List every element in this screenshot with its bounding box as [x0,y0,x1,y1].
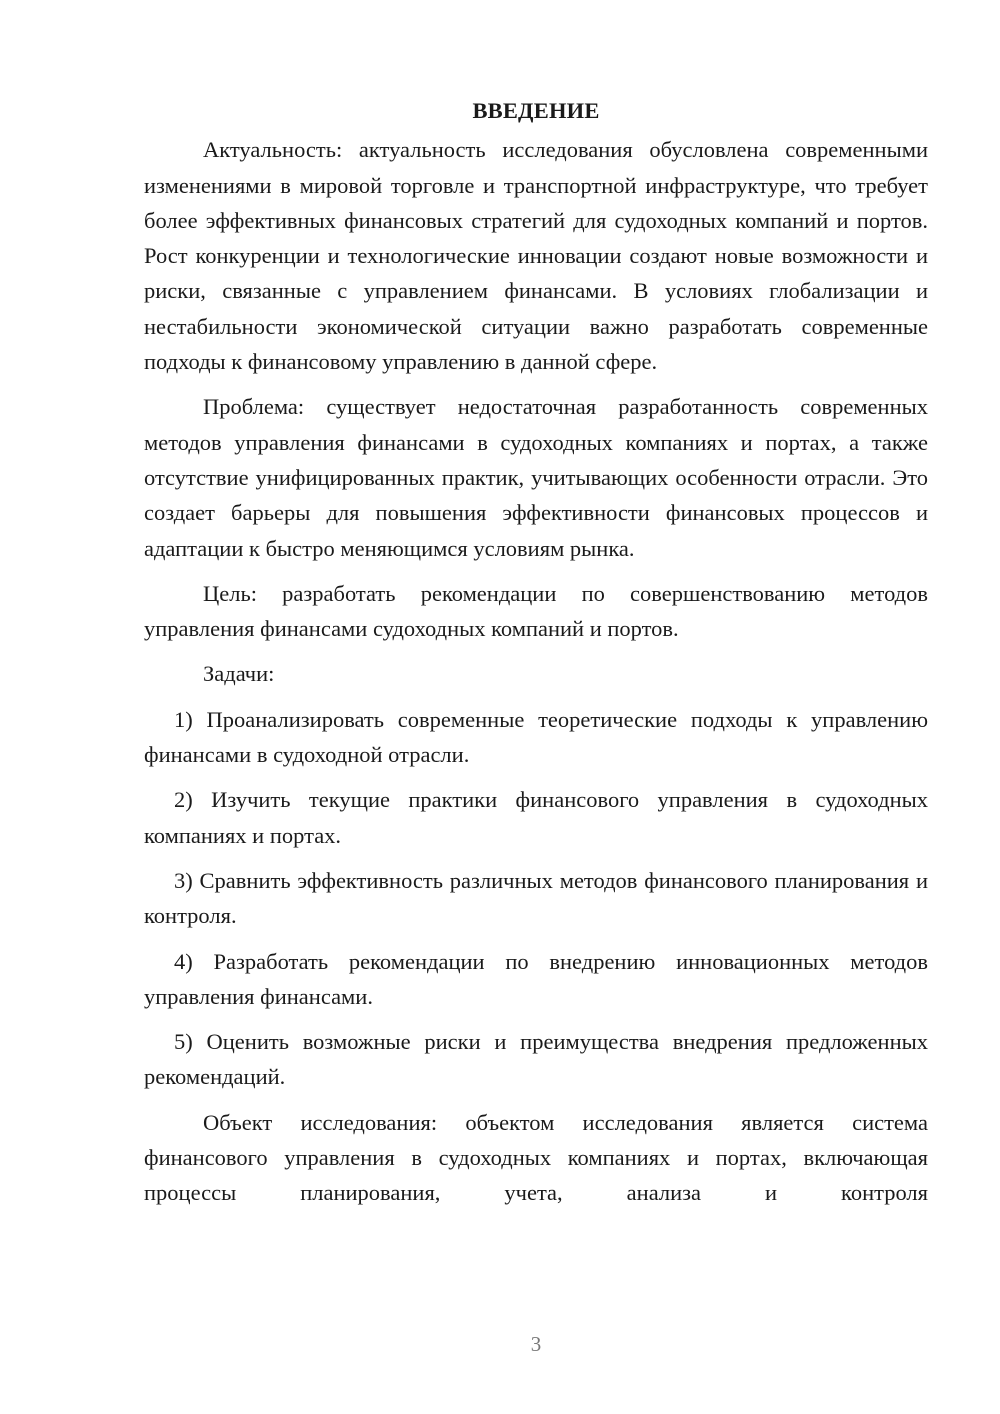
tasks-heading: Задачи: [203,661,275,687]
page-number: 3 [530,1332,542,1356]
paragraph-goal: Цель: разработать рекомендации по совершенствованию методов управления финансами судоходных компаний и портов. [144,580,928,642]
task-item-4: 4) Разработать рекомендации по внедрению инновационных методов управления финансами. [144,948,928,1009]
task-item-5: 5) Оценить возможные риски и преимущества внедрения предложенных рекомендаций. [144,1029,928,1090]
task-item-1: 1) Проанализировать современные теоретические подходы к управлению финансами в судоходной отрасли. [144,706,928,768]
page-content [144,93,928,1211]
task-item-2: 2) Изучить текущие практики финансового управления в судоходных компаниях и портах. [144,787,928,848]
section-title: ВВЕДЕНИЕ [472,98,600,123]
paragraph-relevance: Актуальность: актуальность исследования обусловлена современными изменениями в мировой торговле и транспортной инфраструктуре, что требует более эффективных финансовых стратегий для судоходных компаний и портов. Рост конкуренции и технологические инновации создают новые возможности и риски, связанные с управлением финансами. В условиях глобализации и нестабильности экономической ситуации важно разработать современные подходы к финансовому управлению в данной сфере. [144,137,928,375]
paragraph-problem: Проблема: существует недостаточная разработанность современных методов управления финансами в судоходных компаниях и портах, а также отсутствие унифицированных практик, учитывающих особенности отрасли. Это создает барьеры для повышения эффективности финансовых процессов и адаптации к быстро меняющимся условиям рынка. [144,394,928,561]
task-item-3: 3) Сравнить эффективность различных методов финансового планирования и контроля. [144,867,928,929]
paragraph-object: Объект исследования: объектом исследования является система финансового управления в судоходных компаниях и портах, включающая процессы планирования, учета, анализа и контроля [144,1109,928,1206]
